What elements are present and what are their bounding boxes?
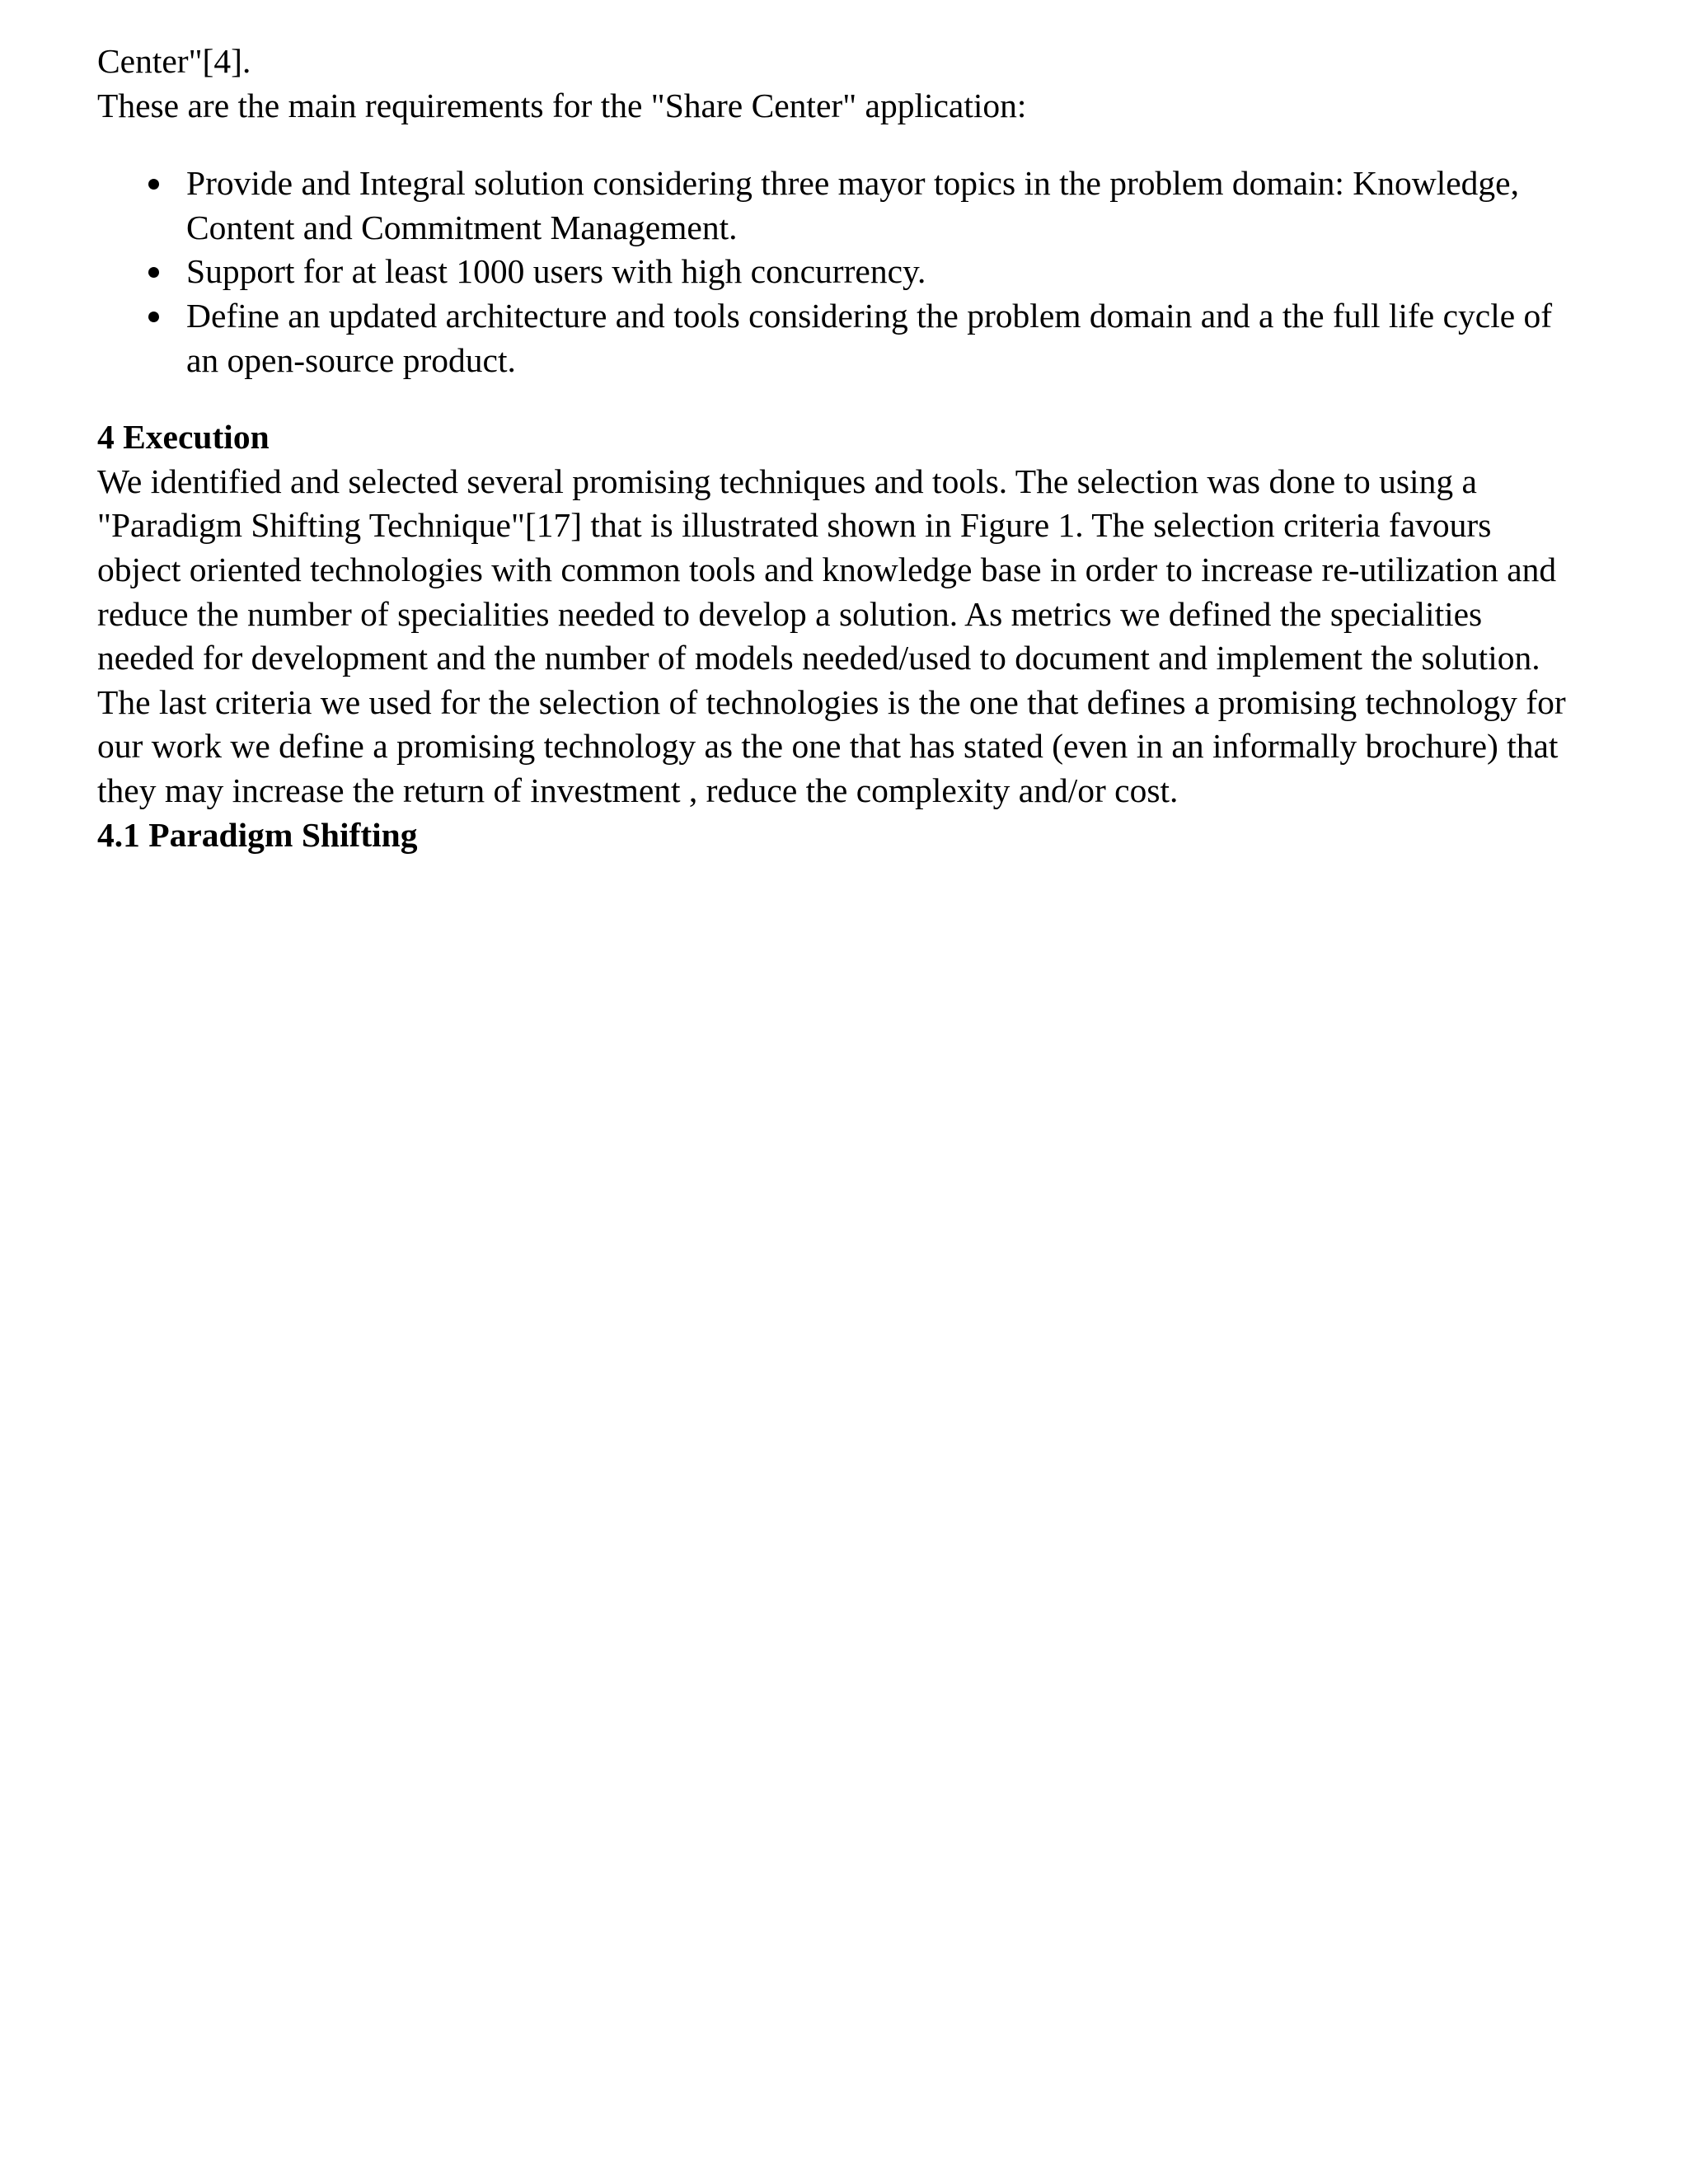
paragraph-line: We identified and selected several promising techniques and tools. The selection was done to using a — [97, 462, 1477, 500]
document-page — [97, 40, 1606, 857]
list-item — [97, 162, 1606, 250]
bullet-icon — [148, 179, 159, 190]
paragraph-line: they may increase the return of investment , reduce the complexity and/or cost. — [97, 771, 1179, 809]
list-item — [97, 294, 1606, 382]
paragraph-line: object oriented technologies with common tools and knowledge base in order to increase re-utilization and — [97, 550, 1557, 588]
section-heading-paradigm-shifting: 4.1 Paradigm Shifting — [97, 815, 418, 854]
list-item-text: Content and Commitment Management. — [186, 208, 738, 246]
intro-line-1: Center"[4]. — [97, 42, 251, 80]
list-item-text: Support for at least 1000 users with high concurrency. — [186, 252, 926, 291]
list-item — [97, 250, 1606, 294]
bullet-icon — [148, 267, 159, 278]
list-item-text: Define an updated architecture and tools considering the problem domain and a the full life cycle of — [186, 296, 1553, 335]
intro-line-2: These are the main requirements for the "Share Center" application: — [97, 86, 1027, 124]
paragraph-line: "Paradigm Shifting Technique"[17] that is illustrated shown in Figure 1. The selection criteria favours — [97, 506, 1492, 545]
requirements-list — [97, 162, 1606, 382]
list-item-text: Provide and Integral solution considering three mayor topics in the problem domain: Knowledge, — [186, 164, 1519, 203]
bullet-icon — [148, 312, 159, 322]
execution-paragraph — [97, 460, 1606, 813]
list-item-text: an open-source product. — [186, 340, 516, 379]
paragraph-line: The last criteria we used for the selection of technologies is the one that defines a promising technology for — [97, 682, 1566, 721]
paragraph-line: needed for development and the number of models needed/used to document and implement the solution. — [97, 639, 1540, 677]
paragraph-line: our work we define a promising technology as the one that has stated (even in an informally brochure) that — [97, 727, 1559, 766]
paragraph-line: reduce the number of specialities needed to develop a solution. As metrics we defined the specialities — [97, 594, 1483, 633]
section-heading-execution: 4 Execution — [97, 418, 270, 457]
